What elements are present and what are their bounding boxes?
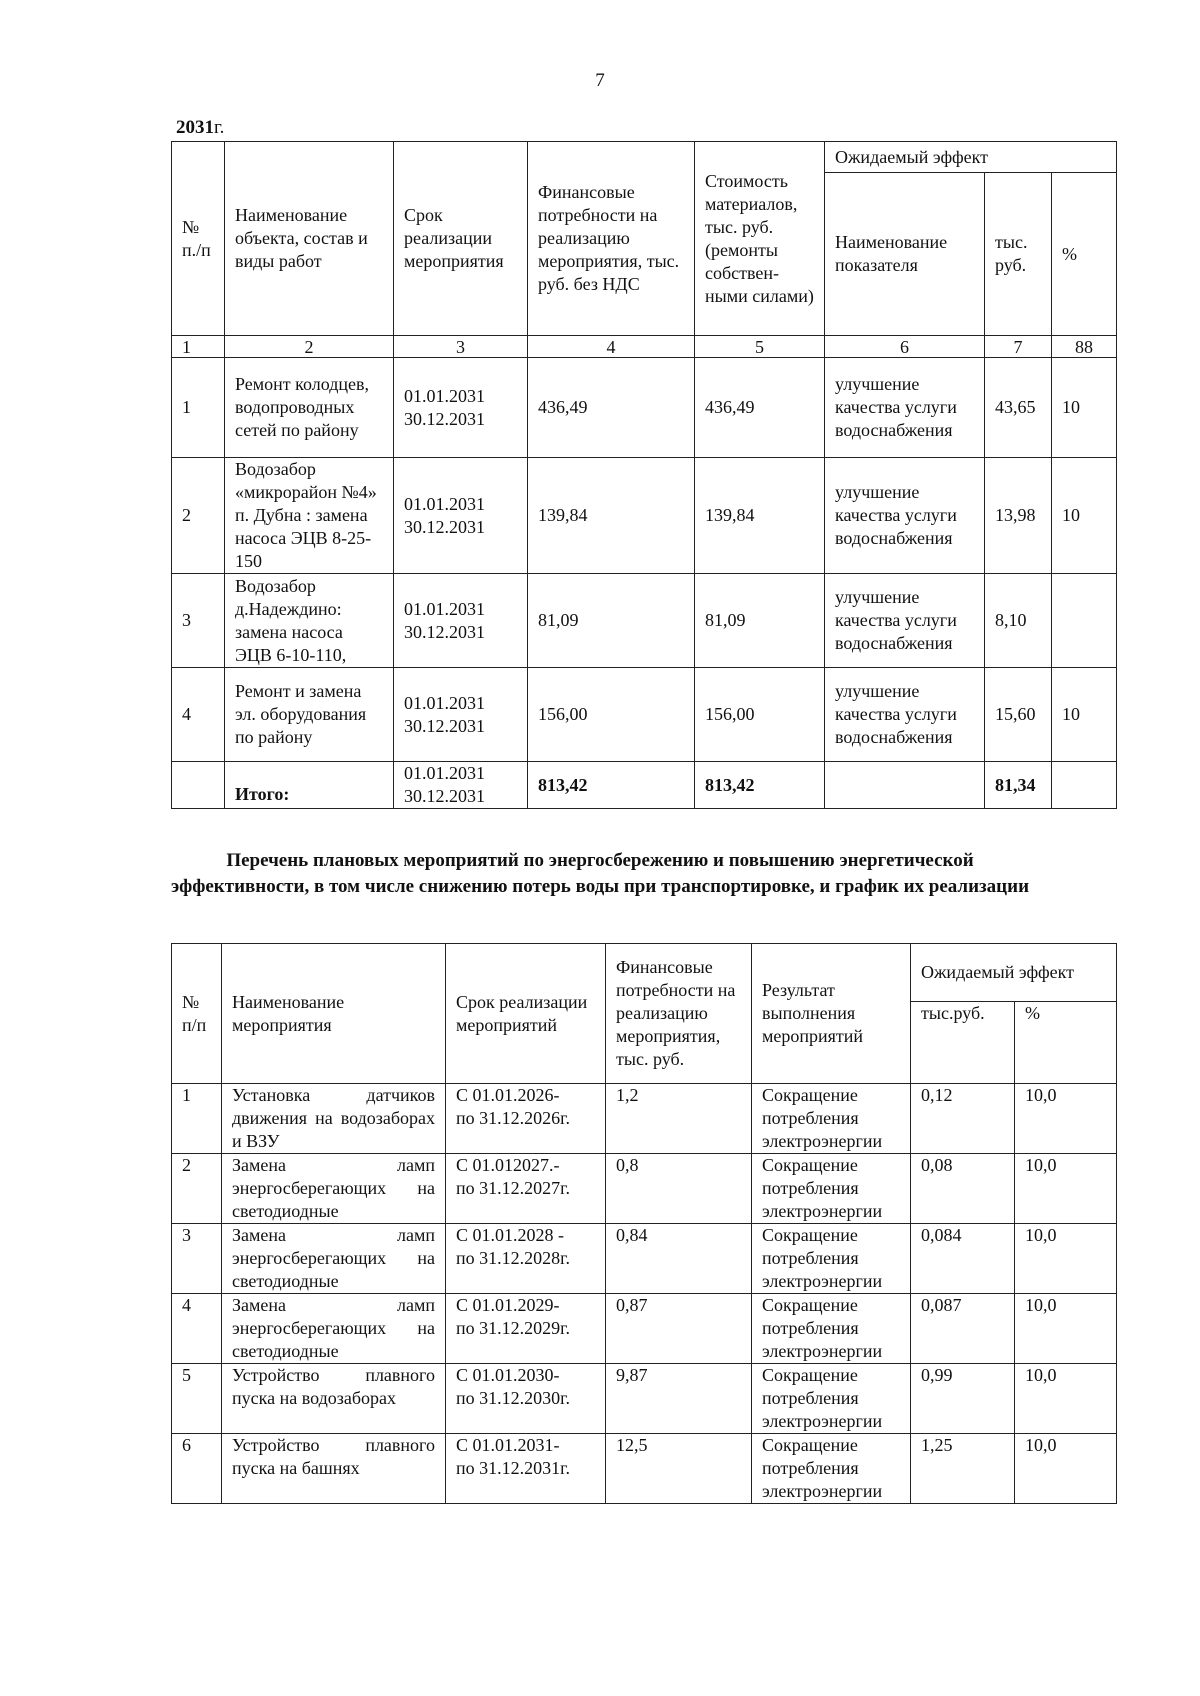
term <box>446 1084 606 1154</box>
term-start: 01.01.2031 <box>404 598 485 619</box>
indicator: улучшение качества услуги водоснабжения <box>825 668 985 762</box>
materials-value: 436,49 <box>695 358 825 458</box>
result: Сокращение потребления электроэнергии <box>752 1154 911 1224</box>
table2-header-result: Результат выполнения мероприятий <box>752 944 911 1084</box>
table-row <box>172 1364 1117 1434</box>
term <box>446 1364 606 1434</box>
table1-colnum: 3 <box>394 336 528 358</box>
table1-colnum: 6 <box>825 336 985 358</box>
row-number: 4 <box>172 668 225 762</box>
page-number: 7 <box>595 70 605 91</box>
total-finance: 813,42 <box>528 762 695 809</box>
table1-header-materials: Стоимость материалов, тыс. руб. (ремонты собствен-ными силами) <box>695 142 825 336</box>
table1-colnum: 1 <box>172 336 225 358</box>
object-name: Ремонт колодцев, водопроводных сетей по району <box>225 358 394 458</box>
table1-header-percent: % <box>1052 173 1117 336</box>
table-row <box>172 1294 1117 1364</box>
term-end: 30.12.2031 <box>404 786 485 806</box>
measure-name: Замена ламп энергосберегающих на светодиодные <box>222 1224 446 1294</box>
energy-saving-table <box>171 943 1117 1504</box>
term-end: по 31.12.2027г. <box>456 1178 570 1198</box>
term-end: по 31.12.2029г. <box>456 1318 570 1338</box>
term-end: по 31.12.2028г. <box>456 1248 570 1268</box>
term-end: по 31.12.2030г. <box>456 1388 570 1408</box>
effect-percent: 10,0 <box>1015 1294 1117 1364</box>
table2-header-percent: % <box>1015 1002 1117 1084</box>
term <box>446 1294 606 1364</box>
indicator: улучшение качества услуги водоснабжения <box>825 358 985 458</box>
effect-percent: 10,0 <box>1015 1434 1117 1504</box>
measure-name: Замена ламп энергосберегающих на светодиодные <box>222 1154 446 1224</box>
row-number: 4 <box>172 1294 222 1364</box>
effect-thous: 43,65 <box>985 358 1052 458</box>
effect-percent: 10,0 <box>1015 1364 1117 1434</box>
measure-name: Устройство плавного пуска на башнях <box>222 1434 446 1504</box>
term-start: 01.01.2031 <box>404 692 485 713</box>
term-end: 30.12.2031 <box>404 408 485 429</box>
object-name: Водозабор д.Надеждино: замена насоса ЭЦВ 6-10-110, <box>225 574 394 668</box>
table1-header-name: Наименование объекта, состав и виды работ <box>225 142 394 336</box>
effect-thous: 0,087 <box>911 1294 1015 1364</box>
table-row <box>172 1084 1117 1154</box>
table1-colnum: 5 <box>695 336 825 358</box>
measure-name: Установка датчиков движения на водозаборах и ВЗУ <box>222 1084 446 1154</box>
year-label <box>176 117 224 139</box>
term-end: по 31.12.2026г. <box>456 1108 570 1128</box>
indicator: улучшение качества услуги водоснабжения <box>825 574 985 668</box>
finance-value: 139,84 <box>528 458 695 574</box>
row-number: 1 <box>172 358 225 458</box>
object-name: Ремонт и замена эл. оборудования по району <box>225 668 394 762</box>
effect-thous: 13,98 <box>985 458 1052 574</box>
table2-header-row-1 <box>172 944 1117 1002</box>
total-thous: 81,34 <box>985 762 1052 809</box>
table2-header-effect: Ожидаемый эффект <box>911 944 1117 1002</box>
repair-works-table <box>171 141 1117 809</box>
effect-percent: 10 <box>1052 358 1117 458</box>
table1-header-indicator: Наименование показателя <box>825 173 985 336</box>
effect-thous: 0,99 <box>911 1364 1015 1434</box>
table1-colnum: 4 <box>528 336 695 358</box>
term-end: по 31.12.2031г. <box>456 1458 570 1478</box>
effect-percent <box>1052 574 1117 668</box>
table-row <box>172 358 1117 458</box>
term <box>446 1434 606 1504</box>
result: Сокращение потребления электроэнергии <box>752 1224 911 1294</box>
year-suffix: г. <box>214 117 225 138</box>
table2-header-thous: тыс.руб. <box>911 1002 1015 1084</box>
indicator: улучшение качества услуги водоснабжения <box>825 458 985 574</box>
term-end: 30.12.2031 <box>404 715 485 736</box>
result: Сокращение потребления электроэнергии <box>752 1294 911 1364</box>
row-number: 3 <box>172 574 225 668</box>
row-number: 5 <box>172 1364 222 1434</box>
table1-colnum: 2 <box>225 336 394 358</box>
term <box>394 458 528 574</box>
table2-header-term: Срок реализации мероприятий <box>446 944 606 1084</box>
section-title-line-1: Перечень плановых мероприятий по энергосбережению и повышению энергетической <box>226 850 974 871</box>
term <box>446 1154 606 1224</box>
table1-header-effect: Ожидаемый эффект <box>825 142 1117 173</box>
table-row <box>172 1224 1117 1294</box>
table1-column-numbers-row <box>172 336 1117 358</box>
effect-percent: 10,0 <box>1015 1224 1117 1294</box>
table-row <box>172 574 1117 668</box>
table1-header-row-1 <box>172 142 1117 173</box>
table-row <box>172 1154 1117 1224</box>
effect-thous: 8,10 <box>985 574 1052 668</box>
total-empty-cell <box>1052 762 1117 809</box>
row-number: 2 <box>172 1154 222 1224</box>
term <box>446 1224 606 1294</box>
effect-thous: 0,12 <box>911 1084 1015 1154</box>
table-row <box>172 1434 1117 1504</box>
term-start: С 01.012027.- <box>456 1155 560 1175</box>
result: Сокращение потребления электроэнергии <box>752 1434 911 1504</box>
effect-thous: 0,08 <box>911 1154 1015 1224</box>
term <box>394 668 528 762</box>
effect-thous: 15,60 <box>985 668 1052 762</box>
measure-name: Замена ламп энергосберегающих на светодиодные <box>222 1294 446 1364</box>
effect-percent: 10 <box>1052 668 1117 762</box>
row-number: 3 <box>172 1224 222 1294</box>
table1-header-num: № п./п <box>172 142 225 336</box>
row-number: 2 <box>172 458 225 574</box>
effect-thous: 0,084 <box>911 1224 1015 1294</box>
finance-value: 12,5 <box>606 1434 752 1504</box>
term-end: 30.12.2031 <box>404 516 485 537</box>
object-name: Водозабор «микрорайон №4» п. Дубна : замена насоса ЭЦВ 8-25-150 <box>225 458 394 574</box>
effect-percent: 10 <box>1052 458 1117 574</box>
row-number: 6 <box>172 1434 222 1504</box>
table1-header-finance: Финансовые потребности на реализацию мероприятия, тыс. руб. без НДС <box>528 142 695 336</box>
table1-header-thous: тыс. руб. <box>985 173 1052 336</box>
materials-value: 139,84 <box>695 458 825 574</box>
effect-percent: 10,0 <box>1015 1084 1117 1154</box>
term-start: 01.01.2031 <box>404 493 485 514</box>
finance-value: 0,87 <box>606 1294 752 1364</box>
term-start: С 01.01.2026- <box>456 1085 560 1105</box>
materials-value: 81,09 <box>695 574 825 668</box>
finance-value: 81,09 <box>528 574 695 668</box>
table2-header-name: Наименование мероприятия <box>222 944 446 1084</box>
table-row <box>172 668 1117 762</box>
total-materials: 813,42 <box>695 762 825 809</box>
term-end: 30.12.2031 <box>404 621 485 642</box>
table2-header-num: № п/п <box>172 944 222 1084</box>
table1-header-term: Срок реализации мероприятия <box>394 142 528 336</box>
term-start: 01.01.2031 <box>404 763 485 783</box>
total-empty-cell <box>172 762 225 809</box>
table1-total-row <box>172 762 1117 809</box>
term <box>394 358 528 458</box>
term-start: С 01.01.2029- <box>456 1295 560 1315</box>
year-value: 2031 <box>176 117 214 138</box>
section-title-line-2: эффективности, в том числе снижению потерь воды при транспортировке, и график их реализации <box>170 876 1030 897</box>
total-term <box>394 762 528 809</box>
row-number: 1 <box>172 1084 222 1154</box>
measure-name: Устройство плавного пуска на водозаборах <box>222 1364 446 1434</box>
finance-value: 0,8 <box>606 1154 752 1224</box>
term-start: С 01.01.2031- <box>456 1435 560 1455</box>
total-empty-cell <box>825 762 985 809</box>
effect-thous: 1,25 <box>911 1434 1015 1504</box>
term-start: С 01.01.2028 - <box>456 1225 564 1245</box>
section-title <box>150 848 1050 900</box>
result: Сокращение потребления электроэнергии <box>752 1084 911 1154</box>
effect-percent: 10,0 <box>1015 1154 1117 1224</box>
finance-value: 0,84 <box>606 1224 752 1294</box>
table2-header-finance: Финансовые потребности на реализацию мероприятия, тыс. руб. <box>606 944 752 1084</box>
finance-value: 436,49 <box>528 358 695 458</box>
table1-colnum: 88 <box>1052 336 1117 358</box>
term <box>394 574 528 668</box>
table1-colnum: 7 <box>985 336 1052 358</box>
finance-value: 1,2 <box>606 1084 752 1154</box>
term-start: 01.01.2031 <box>404 385 485 406</box>
finance-value: 156,00 <box>528 668 695 762</box>
total-label: Итого: <box>225 762 394 809</box>
term-start: С 01.01.2030- <box>456 1365 560 1385</box>
result: Сокращение потребления электроэнергии <box>752 1364 911 1434</box>
finance-value: 9,87 <box>606 1364 752 1434</box>
materials-value: 156,00 <box>695 668 825 762</box>
table-row <box>172 458 1117 574</box>
